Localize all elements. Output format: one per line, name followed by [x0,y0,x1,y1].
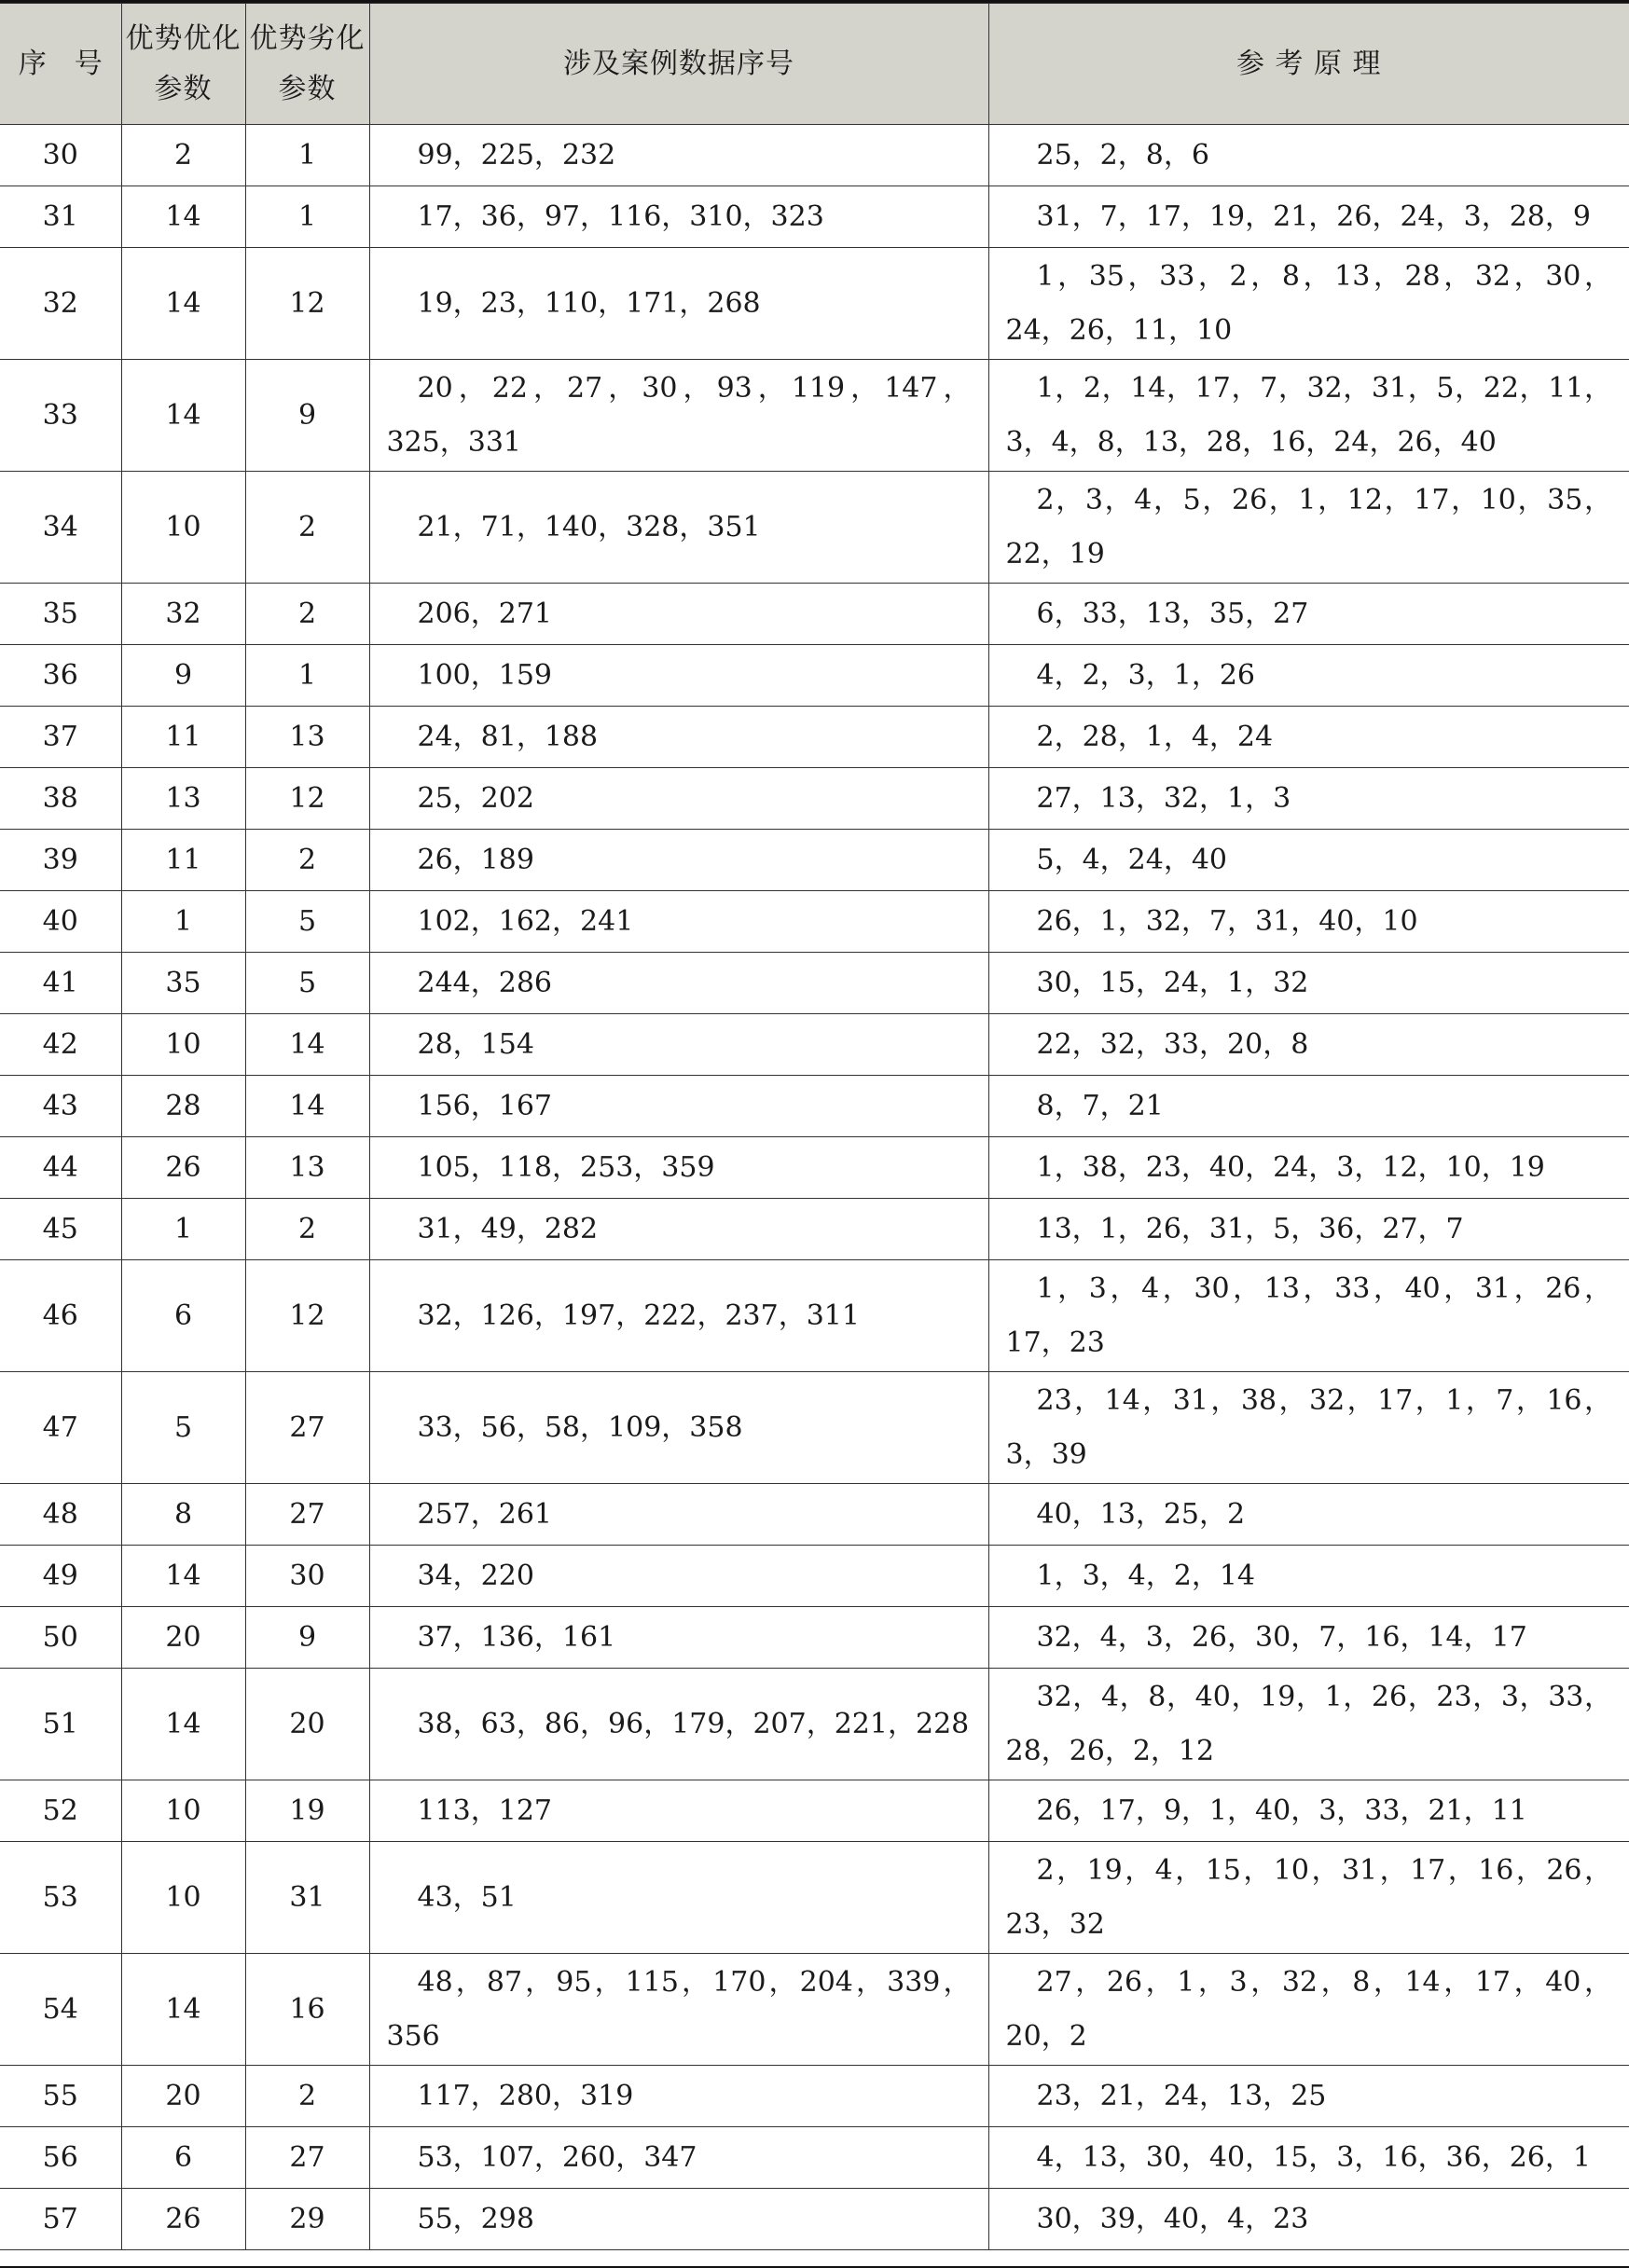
cell-improve-param: 28 [121,1076,245,1137]
cell-cases [369,2189,988,2250]
cell-cases-text: 117，280，319 [417,2079,634,2112]
cell-cases [369,2066,988,2127]
cell-seq: 41 [0,953,121,1014]
cell-principles [988,248,1629,360]
table-row [0,248,1629,360]
cell-improve-param: 1 [121,891,245,953]
table-row [0,1607,1629,1669]
cell-cases [369,1137,988,1199]
cell-principles [988,1546,1629,1607]
cell-principles [988,1669,1629,1780]
cell-worsen-param: 31 [245,1842,369,1954]
table-row [0,1014,1629,1076]
cell-principles [988,1842,1629,1954]
cell-principles-text: 2，28，1，4，24 [1036,720,1274,753]
cell-improve-param: 20 [121,2066,245,2127]
cell-seq: 46 [0,1260,121,1372]
cell-improve-param: 11 [121,830,245,891]
cell-principles [988,830,1629,891]
header-improve-param: 优势优化参数 [121,4,245,125]
table-row [0,2189,1629,2250]
cell-principles-text: 23，21，24，13，25 [1036,2079,1327,2112]
cell-cases-text: 26，189 [417,843,534,876]
cell-cases [369,768,988,830]
cell-cases-text: 25，202 [417,781,534,815]
cell-seq: 51 [0,1669,121,1780]
table-row [0,1954,1629,2066]
cell-cases [369,472,988,584]
cell-seq: 52 [0,1780,121,1842]
cell-principles [988,472,1629,584]
cell-principles [988,1076,1629,1137]
cell-cases [369,953,988,1014]
cell-seq: 55 [0,2066,121,2127]
cell-seq: 57 [0,2189,121,2250]
cell-principles-text: 22，32，33，20，8 [1036,1027,1309,1061]
cell-seq: 32 [0,248,121,360]
cell-improve-param: 9 [121,645,245,707]
cell-principles-text: 26，1，32，7，31，40，10 [1036,904,1418,938]
cell-seq: 35 [0,584,121,645]
cell-cases-text: 53，107，260，347 [417,2140,697,2174]
cell-principles [988,584,1629,645]
cell-principles-text: 32，4，3，26，30，7，16，14，17 [1036,1620,1527,1654]
cell-principles [988,2189,1629,2250]
cell-worsen-param: 1 [245,125,369,186]
table-row [0,1546,1629,1607]
table-row [0,1076,1629,1137]
cell-seq: 54 [0,1954,121,2066]
cell-cases [369,645,988,707]
cell-cases-text: 28，154 [417,1027,534,1061]
cell-cases [369,1484,988,1546]
cell-worsen-param: 19 [245,1780,369,1842]
cell-cases [369,1260,988,1372]
cell-improve-param: 14 [121,1546,245,1607]
cell-cases [369,1014,988,1076]
cell-seq: 56 [0,2127,121,2189]
table-row [0,1484,1629,1546]
cell-principles-text: 6，33，13，35，27 [1036,597,1309,630]
cell-cases-text: 19，23，110，171，268 [417,286,761,320]
cell-worsen-param: 27 [245,1372,369,1484]
cell-cases [369,1076,988,1137]
cell-cases [369,584,988,645]
cell-improve-param: 14 [121,360,245,472]
cell-improve-param: 10 [121,1842,245,1954]
cell-principles [988,2127,1629,2189]
cell-seq: 30 [0,125,121,186]
cell-improve-param: 20 [121,1607,245,1669]
cell-improve-param: 10 [121,472,245,584]
cell-worsen-param: 2 [245,584,369,645]
table-row [0,472,1629,584]
table-row [0,584,1629,645]
cell-principles-text: 31，7，17，19，21，26，24，3，28，9 [1036,199,1591,233]
cell-seq: 40 [0,891,121,953]
cell-principles-text: 32，4，8，40，19，1，26，23，3，33，28，26，2，12 [1005,1680,1612,1767]
cell-improve-param: 26 [121,2189,245,2250]
cell-principles-text: 23，14，31，38，32，17，1，7，16，3，39 [1005,1383,1612,1471]
cell-worsen-param: 12 [245,768,369,830]
cell-worsen-param: 2 [245,1199,369,1260]
cell-cases-text: 34，220 [417,1559,534,1592]
cell-cases-text: 102，162，241 [417,904,634,938]
cell-principles [988,891,1629,953]
cell-cases-text: 38，63，86，96，179，207，221，228 [417,1707,970,1740]
cell-principles [988,125,1629,186]
cell-improve-param: 8 [121,1484,245,1546]
cell-worsen-param: 12 [245,1260,369,1372]
cell-improve-param: 14 [121,1954,245,2066]
cell-principles [988,1484,1629,1546]
cell-seq: 36 [0,645,121,707]
cell-cases-text: 37，136，161 [417,1620,616,1654]
cell-seq: 45 [0,1199,121,1260]
cell-improve-param: 10 [121,1014,245,1076]
cell-seq: 37 [0,707,121,768]
cell-cases [369,1842,988,1954]
cell-principles [988,1137,1629,1199]
cell-seq: 31 [0,186,121,248]
cell-seq: 49 [0,1546,121,1607]
cell-cases-text: 156，167 [417,1089,553,1122]
cell-seq: 50 [0,1607,121,1669]
cell-worsen-param: 14 [245,1076,369,1137]
cell-cases-text: 257，261 [417,1497,553,1531]
cell-worsen-param: 27 [245,2127,369,2189]
table-row [0,953,1629,1014]
cell-principles-text: 4，13，30，40，15，3，16，36，26，1 [1036,2140,1591,2174]
cell-cases-text: 31，49，282 [417,1212,599,1245]
cell-cases [369,1669,988,1780]
table-row [0,768,1629,830]
cell-worsen-param: 1 [245,645,369,707]
cell-worsen-param: 9 [245,1607,369,1669]
cell-worsen-param: 14 [245,1014,369,1076]
cell-worsen-param: 13 [245,707,369,768]
cell-improve-param: 14 [121,186,245,248]
cell-seq: 47 [0,1372,121,1484]
cell-cases-text: 43，51 [417,1880,517,1914]
cell-cases-text: 17，36，97，116，310，323 [417,199,824,233]
cell-improve-param: 14 [121,248,245,360]
cell-worsen-param: 2 [245,830,369,891]
table-body [0,125,1629,2250]
cell-principles-text: 8，7，21 [1036,1089,1164,1122]
cell-improve-param: 35 [121,953,245,1014]
table-row [0,1842,1629,1954]
cell-improve-param: 1 [121,1199,245,1260]
cell-seq: 42 [0,1014,121,1076]
cell-seq: 38 [0,768,121,830]
cell-cases [369,360,988,472]
cell-cases-text: 48，87，95，115，170，204，339，356 [386,1965,972,2053]
table-row [0,645,1629,707]
cell-principles-text: 1，2，14，17，7，32，31，5，22，11，3，4，8，13，28，16，24，26，40 [1005,371,1612,459]
table-row [0,2066,1629,2127]
cell-principles [988,707,1629,768]
principles-table [0,3,1629,2250]
cell-improve-param: 32 [121,584,245,645]
table-row [0,186,1629,248]
cell-principles-text: 40，13，25，2 [1036,1497,1246,1531]
cell-principles-text: 4，2，3，1，26 [1036,658,1256,692]
cell-seq: 53 [0,1842,121,1954]
header-cases: 涉及案例数据序号 [369,4,988,125]
table-row [0,360,1629,472]
cell-seq: 48 [0,1484,121,1546]
cell-cases-text: 32，126，197，222，237，311 [417,1299,860,1332]
cell-principles [988,360,1629,472]
header-row [0,4,1629,125]
cell-worsen-param: 27 [245,1484,369,1546]
table-row [0,1199,1629,1260]
cell-principles [988,1954,1629,2066]
cell-principles-text: 30，15，24，1，32 [1036,966,1309,999]
cell-principles [988,2066,1629,2127]
cell-cases-text: 20，22，27，30，93，119，147，325，331 [386,371,972,459]
cell-cases-text: 113，127 [417,1794,553,1827]
header-principles: 参 考 原 理 [988,4,1629,125]
cell-worsen-param: 2 [245,472,369,584]
cell-cases [369,707,988,768]
cell-worsen-param: 20 [245,1669,369,1780]
table-row [0,125,1629,186]
cell-cases [369,248,988,360]
cell-seq: 44 [0,1137,121,1199]
cell-principles-text: 27，26，1，3，32，8，14，17，40，20，2 [1005,1965,1612,2053]
cell-worsen-param: 16 [245,1954,369,2066]
cell-worsen-param: 29 [245,2189,369,2250]
cell-principles [988,645,1629,707]
cell-principles [988,953,1629,1014]
cell-principles-text: 1，3，4，30，13，33，40，31，26，17，23 [1005,1271,1612,1359]
cell-principles-text: 1，3，4，2，14 [1036,1559,1256,1592]
header-worsen-param: 优势劣化参数 [245,4,369,125]
cell-cases [369,1546,988,1607]
cell-improve-param: 26 [121,1137,245,1199]
cell-principles-text: 2，19，4，15，10，31，17，16，26，23，32 [1005,1853,1612,1941]
cell-worsen-param: 2 [245,2066,369,2127]
cell-principles [988,1607,1629,1669]
cell-worsen-param: 5 [245,953,369,1014]
table-row [0,707,1629,768]
cell-worsen-param: 13 [245,1137,369,1199]
cell-cases-text: 21，71，140，328，351 [417,510,761,543]
cell-worsen-param: 30 [245,1546,369,1607]
cell-improve-param: 10 [121,1780,245,1842]
cell-cases-text: 244，286 [417,966,553,999]
cell-improve-param: 6 [121,2127,245,2189]
cell-principles-text: 1，38，23，40，24，3，12，10，19 [1036,1150,1545,1184]
cell-seq: 33 [0,360,121,472]
table-row [0,1137,1629,1199]
cell-principles [988,1260,1629,1372]
cell-improve-param: 2 [121,125,245,186]
cell-worsen-param: 9 [245,360,369,472]
cell-principles-text: 30，39，40，4，23 [1036,2202,1309,2235]
cell-principles [988,186,1629,248]
table-row [0,2127,1629,2189]
cell-seq: 39 [0,830,121,891]
cell-principles-text: 1，35，33，2，8，13，28，32，30，24，26，11，10 [1005,259,1612,347]
cell-principles [988,1780,1629,1842]
cell-cases [369,1780,988,1842]
cell-cases [369,186,988,248]
cell-principles [988,1372,1629,1484]
cell-principles-text: 27，13，32，1，3 [1036,781,1291,815]
cell-cases-text: 99，225，232 [417,138,616,172]
cell-cases [369,1954,988,2066]
cell-improve-param: 14 [121,1669,245,1780]
table-row [0,830,1629,891]
cell-principles-text: 5，4，24，40 [1036,843,1228,876]
cell-improve-param: 13 [121,768,245,830]
table-row [0,891,1629,953]
cell-cases-text: 55，298 [417,2202,534,2235]
cell-worsen-param: 5 [245,891,369,953]
cell-improve-param: 11 [121,707,245,768]
cell-principles [988,1199,1629,1260]
cell-worsen-param: 1 [245,186,369,248]
table-row [0,1780,1629,1842]
header-seq: 序 号 [0,4,121,125]
cell-cases [369,1607,988,1669]
cell-worsen-param: 12 [245,248,369,360]
cell-cases [369,1199,988,1260]
cell-cases [369,891,988,953]
cell-cases-text: 33，56，58，109，358 [417,1410,743,1444]
cell-principles-text: 26，17，9，1，40，3，33，21，11 [1036,1794,1527,1827]
cell-seq: 34 [0,472,121,584]
cell-cases-text: 100，159 [417,658,553,692]
table-row [0,1669,1629,1780]
cell-cases-text: 24，81，188 [417,720,599,753]
cell-cases [369,830,988,891]
cell-principles-text: 25，2，8，6 [1036,138,1209,172]
cell-cases [369,2127,988,2189]
cell-improve-param: 6 [121,1260,245,1372]
cell-principles-text: 2，3，4，5，26，1，12，17，10，35，22，19 [1005,483,1612,570]
cell-cases-text: 206，271 [417,597,553,630]
cell-cases [369,1372,988,1484]
table-row [0,1260,1629,1372]
cell-cases [369,125,988,186]
cell-seq: 43 [0,1076,121,1137]
cell-principles [988,768,1629,830]
cell-principles-text: 13，1，26，31，5，36，27，7 [1036,1212,1464,1245]
table-row [0,1372,1629,1484]
cell-principles [988,1014,1629,1076]
cell-improve-param: 5 [121,1372,245,1484]
cell-cases-text: 105，118，253，359 [417,1150,715,1184]
table-header [0,4,1629,125]
